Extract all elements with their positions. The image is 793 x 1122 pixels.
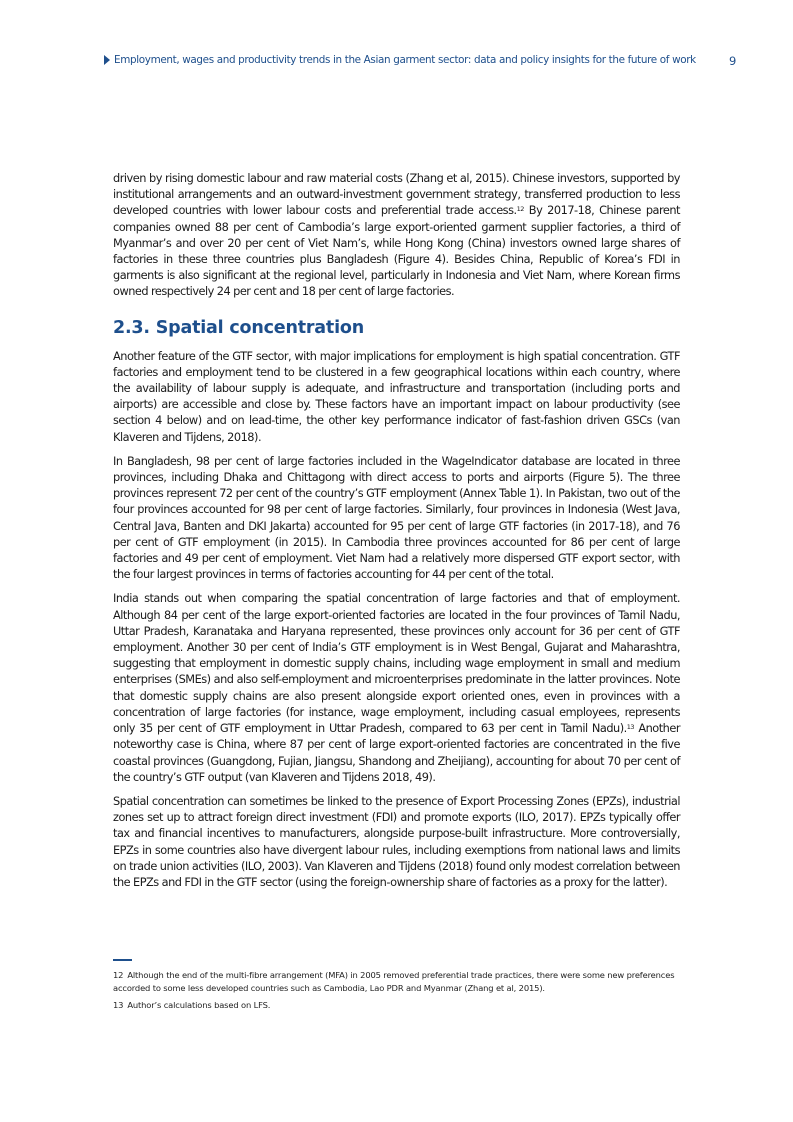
paragraph-3-text-part1: India stands out when comparing the spatial concentration of large factories and that of employment. Although 84 per cent of the large export-oriented factories are located in the four provinces of Tamil Nadu, Uttar Pradesh, Karanataka and Haryana represented, these provinces only account for 36 per cent of GTF employment. Another 30 per cent of India’s GTF employment is in West Bengal, Gujarat and Maharashtra, suggesting that employment in domestic supply chains, including wage employment in small and medium enterprises (SMEs) and also self-employment and microenterprises predominate in the latter provinces. Note that domestic supply chains are also present alongside export oriented ones, even in provinces with a concentration of large factories (for instance, wage employment, including casual employees, represents only 35 per cent of GTF employment in Uttar Pradesh, compared to 63 per cent in Tamil Nadu). xyxy=(113,591,680,736)
section-heading: 2.3. Spatial concentration xyxy=(113,317,364,338)
footnotes xyxy=(113,959,680,1017)
intro-text-part2: By 2017-18, Chinese parent companies owned 88 per cent of Cambodia’s large export-oriented garment supplier factories, a third of Myanmar’s and over 20 per cent of Viet Nam’s, while Hong Kong (China) investors owned large shares of factories in these three countries plus Bangladesh (Figure 4). Besides China, Republic of Korea’s FDI in garments is also significant at the regional level, particularly in Indonesia and Viet Nam, where Korean firms owned respectively 24 per cent and 18 per cent of large factories. xyxy=(113,203,680,299)
footnote-number: 13 xyxy=(113,1000,124,1010)
running-header-title: Employment, wages and productivity trends in the Asian garment sector: data and policy insights for the future of work xyxy=(114,54,696,66)
footnote-ref-12[interactable]: 12 xyxy=(516,205,524,214)
footnote-text: Author’s calculations based on LFS. xyxy=(127,1000,271,1010)
paragraph-spatial-1: Another feature of the GTF sector, with major implications for employment is high spatial concentration. GTF factories and employment tend to be clustered in a few geographical locations within each country, where the availability of labour supply is adequate, and infrastructure and transportation (including ports and airports) are accessible and close by. These factors have an important impact on labour productivity (see section 4 below) and on lead-time, the other key performance indicator of fast-fashion driven GSCs (van Klaveren and Tijdens, 2018). xyxy=(113,348,680,444)
footnote-ref-13[interactable]: 13 xyxy=(626,723,635,732)
footnote-text: Although the end of the multi-fibre arrangement (MFA) in 2005 removed preferential trade practices, there were some new preferences accorded to some less developed countries such as Cambodia, Lao PDR and Myanmar (Zhang et al, 2015). xyxy=(113,970,675,993)
paragraph-spatial-2: In Bangladesh, 98 per cent of large factories included in the WageIndicator database are located in three provinces, including Dhaka and Chittagong with direct access to ports and airports (Figure 5). The three provinces represent 72 per cent of the country’s GTF employment (Annex Table 1). In Pakistan, two out of the four provinces accounted for 98 per cent of large factories. Similarly, four provinces in Indonesia (West Java, Central Java, Banten and DKI Jakarta) accounted for 95 per cent of large GTF factories (in 2017-18), and 76 per cent of GTF employment (in 2015). In Cambodia three provinces accounted for 86 per cent of large factories and 49 per cent of employment. Viet Nam had a relatively more dispersed GTF export sector, with the four largest provinces in terms of factories accounting for 44 per cent of the total. xyxy=(113,453,680,582)
intro-text-part1: driven by rising domestic labour and raw material costs (Zhang et al, 2015). Chinese investors, supported by institutional arrangements and an outward-investment government strategy, transferred production to less developed countries with lower labour costs and preferential trade access. xyxy=(113,171,680,218)
footnote-divider xyxy=(113,959,132,961)
main-content xyxy=(113,170,680,898)
footnote-number: 12 xyxy=(113,970,124,980)
paragraph-3-text-part2: Another noteworthy case is China, where 87 per cent of large export-oriented factories are concentrated in the five coastal provinces (Guangdong, Fujian, Jiangsu, Shandong and Zheijiang), accounting for about 70 per cent of the country’s GTF output (van Klaveren and Tijdens 2018, 49). xyxy=(113,721,680,784)
paragraph-spatial-3 xyxy=(113,590,680,784)
page-number: 9 xyxy=(729,54,736,68)
triangle-right-icon xyxy=(104,55,110,65)
footnote-12 xyxy=(113,969,680,994)
paragraph-spatial-4: Spatial concentration can sometimes be linked to the presence of Export Processing Zones (EPZs), industrial zones set up to attract foreign direct investment (FDI) and promote exports (ILO, 2017). EPZs typically offer tax and financial incentives to manufacturers, alongside purpose-built infrastructure. More controversially, EPZs in some countries also have divergent labour rules, including exemptions from national laws and limits on trade union activities (ILO, 2003). Van Klaveren and Tijdens (2018) found only modest correlation between the EPZs and FDI in the GTF sector (using the foreign-ownership share of factories as a proxy for the latter). xyxy=(113,793,680,889)
intro-paragraph xyxy=(113,170,680,300)
footnote-13 xyxy=(113,999,680,1012)
